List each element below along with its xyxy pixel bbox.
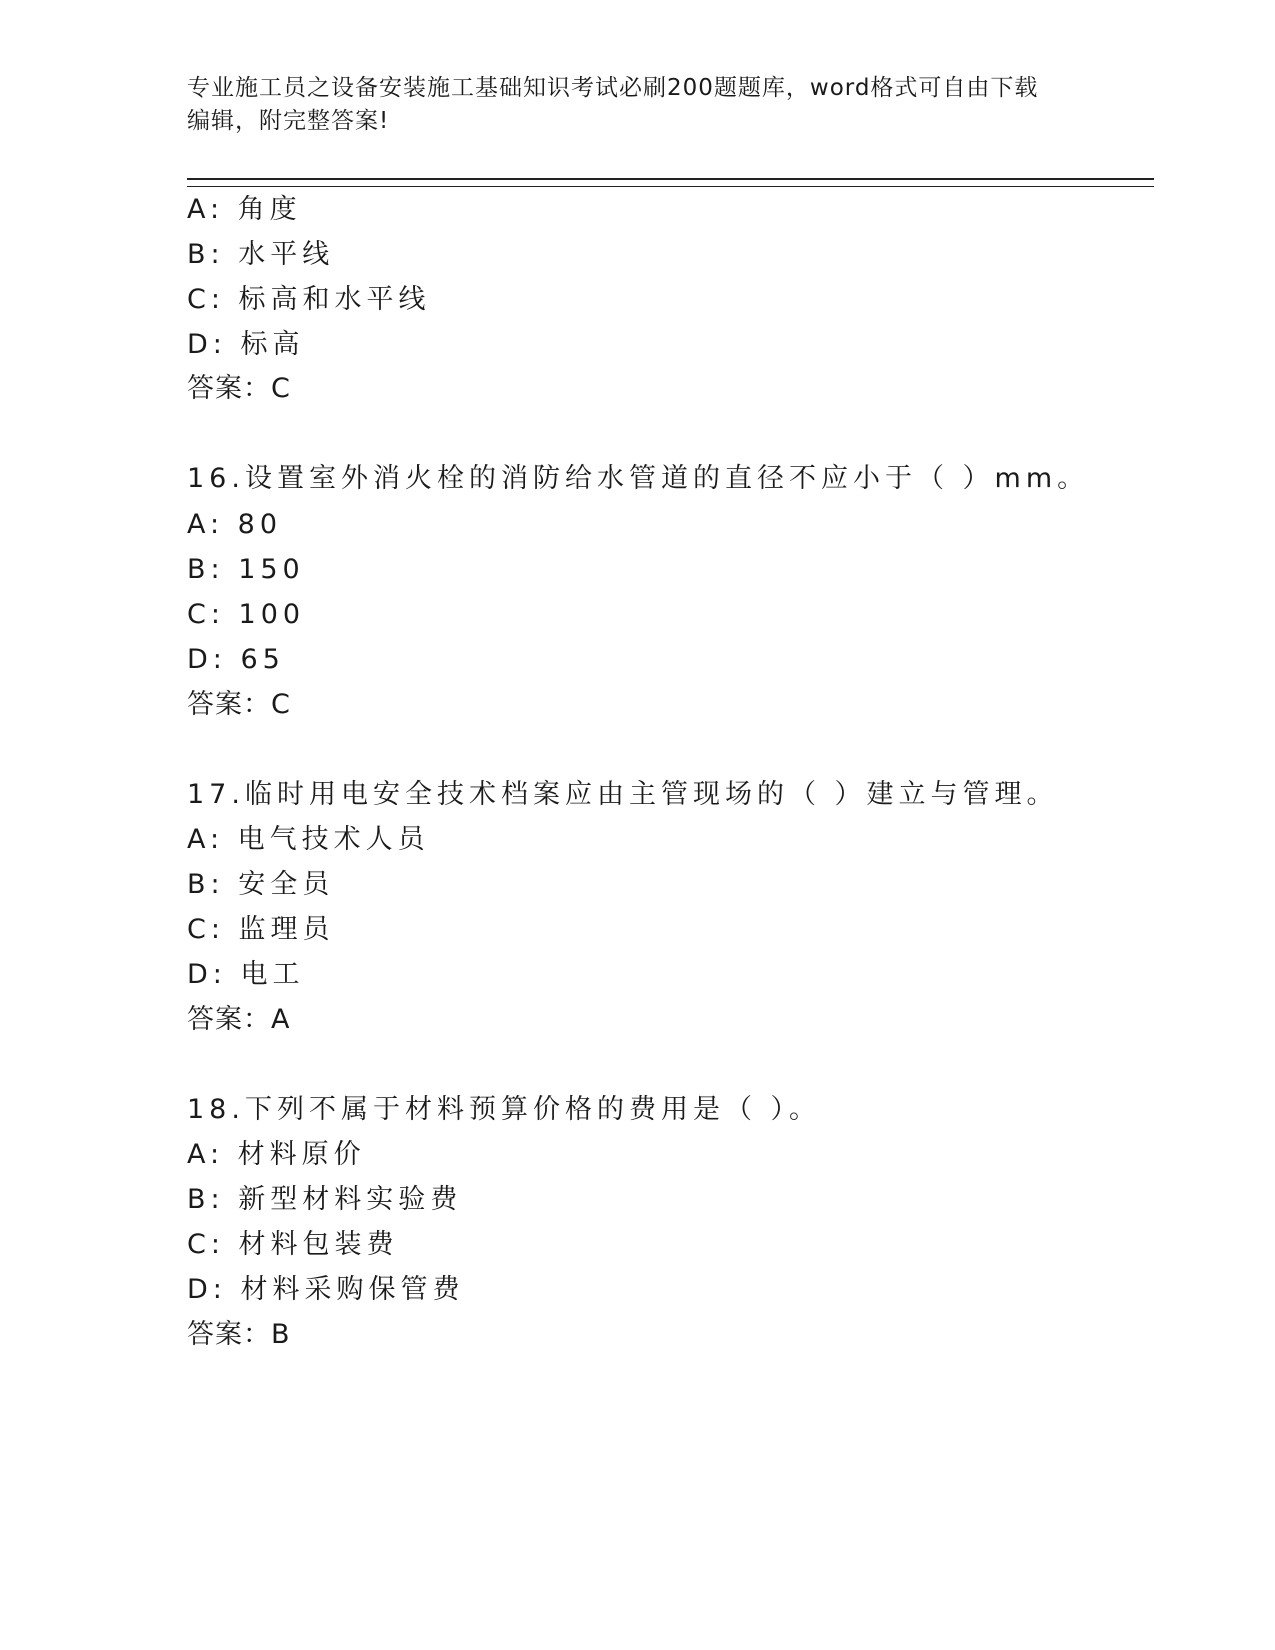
- question-16-text: 16.设置室外消火栓的消防给水管道的直径不应小于（ ）mm。: [187, 463, 1090, 494]
- answer: 答案：C: [187, 689, 291, 720]
- option-a: A: 电气技术人员: [187, 824, 430, 855]
- option-d: D: 标高: [187, 329, 305, 360]
- header-title-line-2: 编辑，附完整答案!: [187, 108, 390, 134]
- option-c: C: 监理员: [187, 914, 335, 945]
- option-a: A: 角度: [187, 194, 302, 225]
- option-c: C: 标高和水平线: [187, 284, 431, 315]
- header-title-line-1: 专业施工员之设备安装施工基础知识考试必刷200题题库，word格式可自由下载: [187, 75, 1039, 101]
- answer: 答案：A: [187, 1004, 291, 1035]
- option-b: B: 水平线: [187, 239, 335, 270]
- option-d: D: 材料采购保管费: [187, 1274, 465, 1305]
- header-divider: [187, 178, 1154, 187]
- answer: 答案：B: [187, 1319, 291, 1350]
- option-b: B: 新型材料实验费: [187, 1184, 463, 1215]
- option-a: A: 80: [187, 509, 283, 540]
- option-b: B: 安全员: [187, 869, 335, 900]
- answer: 答案：C: [187, 373, 291, 404]
- question-17-text: 17.临时用电安全技术档案应由主管现场的（ ）建立与管理。: [187, 779, 1059, 810]
- option-c: C: 100: [187, 599, 306, 630]
- option-a: A: 材料原价: [187, 1139, 366, 1170]
- option-b: B: 150: [187, 554, 305, 585]
- option-d: D: 65: [187, 644, 285, 675]
- option-c: C: 材料包装费: [187, 1229, 399, 1260]
- option-d: D: 电工: [187, 959, 305, 990]
- question-18-text: 18.下列不属于材料预算价格的费用是（ ）。: [187, 1094, 822, 1125]
- page-header: [187, 72, 1087, 138]
